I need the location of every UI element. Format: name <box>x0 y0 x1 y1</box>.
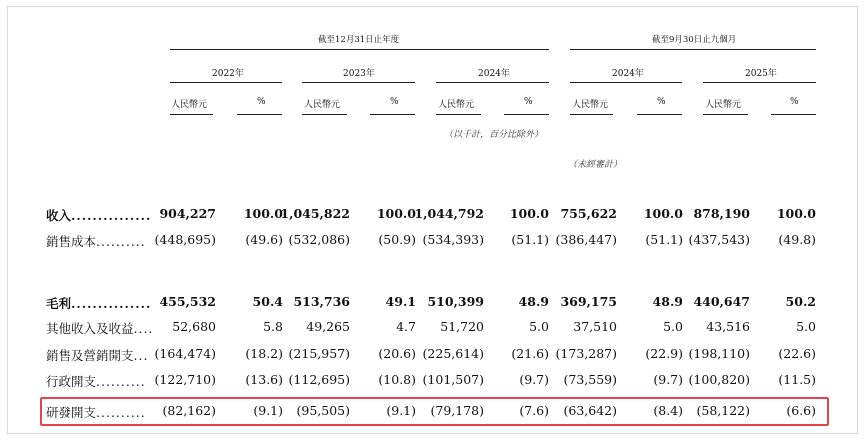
highlight-box-rd-expenses <box>40 397 829 426</box>
cell-pct-2022: 5.8 <box>263 319 283 334</box>
cell-rmb-2025-9m: (437,543) <box>688 232 750 247</box>
row-label <box>46 372 146 390</box>
cell-rmb-2022: (164,474) <box>154 346 216 361</box>
cell-rmb-2022: (448,695) <box>154 232 216 247</box>
rule-9m <box>570 49 816 50</box>
rule-2024-9m <box>570 82 682 83</box>
note-units: （以千計，百分比除外） <box>444 130 544 140</box>
cell-pct-2023: 100.0 <box>376 206 416 221</box>
cell-pct-2023: 49.1 <box>385 294 416 309</box>
rule-2022 <box>170 82 282 83</box>
cell-pct-2025-9m: 50.2 <box>785 294 816 309</box>
col-rmb-2025-9m: 人民幣元 <box>705 100 742 110</box>
row-label-text: 其他收入及收益 <box>46 321 134 336</box>
col-pct-2022: % <box>257 97 266 107</box>
cell-pct-2023: (50.9) <box>378 232 416 247</box>
rule-2024 <box>436 82 549 83</box>
cell-rmb-2023: (215,957) <box>288 346 350 361</box>
cell-rmb-2022: 52,680 <box>172 319 216 334</box>
row-label-text: 收入 <box>46 208 72 223</box>
col-pct-2025-9m: % <box>790 97 799 107</box>
cell-rmb-2024: (225,614) <box>422 346 484 361</box>
col-rmb-2024: 人民幣元 <box>438 100 475 110</box>
cell-pct-2024: (9.7) <box>519 372 549 387</box>
cell-rmb-2022: 904,227 <box>159 206 216 221</box>
leader-dots: .... <box>133 321 154 336</box>
row-label-text: 研發開支 <box>46 405 97 420</box>
cell-rmb-2025-9m: 878,190 <box>693 206 750 221</box>
rule-pct-2022 <box>237 114 282 115</box>
cell-rmb-2022: (122,710) <box>154 372 216 387</box>
cell-pct-2024: 100.0 <box>509 206 549 221</box>
cell-rmb-2025-9m: (58,122) <box>696 403 750 418</box>
row-label-text: 行政開支 <box>46 374 97 389</box>
col-rmb-2024-9m: 人民幣元 <box>572 100 609 110</box>
col-rmb-2023: 人民幣元 <box>304 100 341 110</box>
cell-pct-2022: 50.4 <box>252 294 283 309</box>
cell-rmb-2023: 1,045,822 <box>280 206 350 221</box>
row-label <box>46 294 151 312</box>
cell-pct-2023: (10.8) <box>378 372 416 387</box>
cell-rmb-2022: 455,532 <box>159 294 216 309</box>
cell-rmb-2025-9m: 43,516 <box>706 319 750 334</box>
row-label-text: 毛利 <box>46 296 72 311</box>
cell-pct-2025-9m: 5.0 <box>796 319 816 334</box>
col-pct-2024-9m: % <box>657 97 666 107</box>
rule-pct-2025-9m <box>771 114 816 115</box>
rule-pct-2024-9m <box>637 114 682 115</box>
header-fiscal-year: 截至12月31日止年度 <box>318 35 400 45</box>
cell-pct-2022: (9.1) <box>253 403 283 418</box>
cell-rmb-2024-9m: 755,622 <box>560 206 617 221</box>
cell-rmb-2024: 51,720 <box>440 319 484 334</box>
col-pct-2024: % <box>524 97 533 107</box>
leader-dots: .......... <box>96 234 146 249</box>
cell-pct-2025-9m: (6.6) <box>786 403 816 418</box>
year-2023: 2023年 <box>343 69 375 79</box>
leader-dots: .......... <box>96 405 146 420</box>
rule-rmb-2022 <box>170 114 213 115</box>
cell-rmb-2022: (82,162) <box>162 403 216 418</box>
cell-pct-2022: (13.6) <box>245 372 283 387</box>
cell-rmb-2024-9m: (173,287) <box>555 346 617 361</box>
year-2025-9m: 2025年 <box>745 69 777 79</box>
cell-rmb-2023: (95,505) <box>296 403 350 418</box>
cell-rmb-2024: (534,393) <box>422 232 484 247</box>
rule-2025-9m <box>703 82 816 83</box>
year-2022: 2022年 <box>212 69 244 79</box>
cell-pct-2024-9m: (22.9) <box>645 346 683 361</box>
leader-dots: ............... <box>71 296 152 311</box>
year-2024-9m: 2024年 <box>612 69 644 79</box>
cell-rmb-2023: 513,736 <box>293 294 350 309</box>
cell-pct-2024: (21.6) <box>511 346 549 361</box>
cell-pct-2024-9m: (51.1) <box>645 232 683 247</box>
cell-rmb-2024-9m: (386,447) <box>555 232 617 247</box>
cell-rmb-2024: 1,044,792 <box>414 206 484 221</box>
row-label-text: 銷售成本 <box>46 234 97 249</box>
cell-pct-2024-9m: (8.4) <box>653 403 683 418</box>
cell-rmb-2023: 49,265 <box>306 319 350 334</box>
cell-pct-2024: 48.9 <box>518 294 549 309</box>
cell-rmb-2025-9m: (100,820) <box>688 372 750 387</box>
note-unaudited: （未經審計） <box>568 160 623 170</box>
cell-pct-2025-9m: (49.8) <box>778 232 816 247</box>
cell-rmb-2024-9m: 37,510 <box>573 319 617 334</box>
cell-pct-2022: (18.2) <box>245 346 283 361</box>
header-nine-months: 截至9月30日止九個月 <box>652 35 737 45</box>
cell-pct-2022: 100.0 <box>243 206 283 221</box>
cell-pct-2024-9m: 100.0 <box>643 206 683 221</box>
rule-fy <box>170 49 549 50</box>
leader-dots: .......... <box>96 374 146 389</box>
cell-pct-2023: (20.6) <box>378 346 416 361</box>
leader-dots: ... <box>133 348 149 363</box>
row-label-text: 銷售及營銷開支 <box>46 348 134 363</box>
col-rmb-2022: 人民幣元 <box>171 100 208 110</box>
cell-pct-2023: (9.1) <box>386 403 416 418</box>
leader-dots: ............... <box>71 208 152 223</box>
rule-pct-2023 <box>370 114 415 115</box>
cell-rmb-2024-9m: (63,642) <box>563 403 617 418</box>
cell-pct-2022: (49.6) <box>245 232 283 247</box>
cell-pct-2025-9m: 100.0 <box>776 206 816 221</box>
rule-rmb-2025-9m <box>703 114 748 115</box>
cell-pct-2024-9m: 48.9 <box>652 294 683 309</box>
cell-rmb-2024: 510,399 <box>427 294 484 309</box>
rule-rmb-2024 <box>436 114 481 115</box>
rule-rmb-2023 <box>302 114 347 115</box>
cell-rmb-2023: (532,086) <box>288 232 350 247</box>
row-label <box>46 319 153 337</box>
cell-rmb-2025-9m: 440,647 <box>693 294 750 309</box>
cell-pct-2024-9m: 5.0 <box>663 319 683 334</box>
cell-rmb-2024-9m: (73,559) <box>563 372 617 387</box>
cell-pct-2024: (7.6) <box>519 403 549 418</box>
cell-rmb-2024: (79,178) <box>430 403 484 418</box>
row-label <box>46 232 146 250</box>
rule-pct-2024 <box>504 114 549 115</box>
year-2024: 2024年 <box>478 69 510 79</box>
cell-pct-2024-9m: (9.7) <box>653 372 683 387</box>
rule-2023 <box>302 82 415 83</box>
cell-rmb-2023: (112,695) <box>288 372 350 387</box>
col-pct-2023: % <box>390 97 399 107</box>
cell-pct-2023: 4.7 <box>396 319 416 334</box>
row-label <box>46 206 151 224</box>
cell-pct-2025-9m: (22.6) <box>778 346 816 361</box>
row-label <box>46 346 148 364</box>
cell-rmb-2024: (101,507) <box>422 372 484 387</box>
cell-rmb-2025-9m: (198,110) <box>688 346 750 361</box>
cell-pct-2025-9m: (11.5) <box>778 372 816 387</box>
cell-pct-2024: (51.1) <box>511 232 549 247</box>
cell-rmb-2024-9m: 369,175 <box>560 294 617 309</box>
rule-rmb-2024-9m <box>570 114 613 115</box>
cell-pct-2024: 5.0 <box>529 319 549 334</box>
